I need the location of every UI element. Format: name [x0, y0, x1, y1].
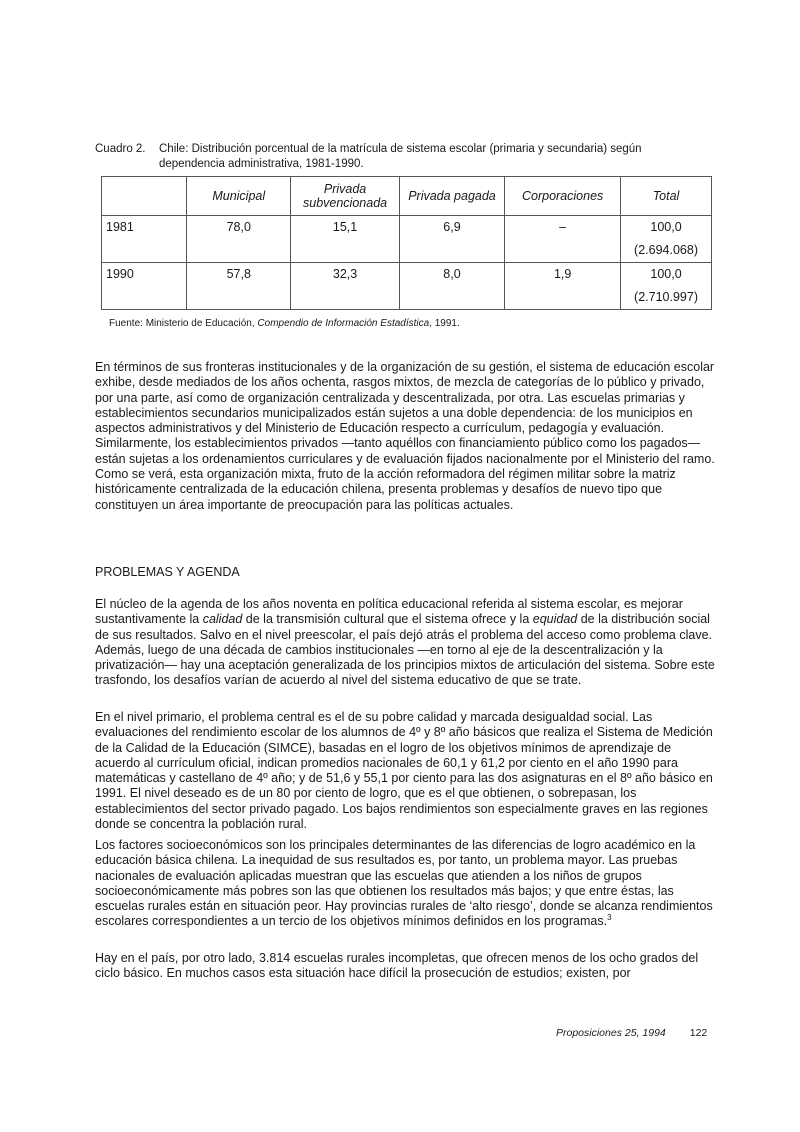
paragraph-socioeconomic-text: Los factores socioeconómicos son los principales determinantes de las diferencias de logro académico en la educación básica chilena. La inequidad de sus resultados es, por tanto, un problema mayor. Las pruebas nacionales de evaluación aplicadas muestran que las escuelas que atienden a los niños de grupos socioeconómicamente más pobres son las que obtienen los resultados más bajos; y que entre éstas, las escuelas rurales están en situación peor. Hay provincias rurales de ‘alto riesgo’, donde se alcanza rendimientos escolares correspondientes a un tercio de los objetivos mínimos definidos en los programas.: [95, 838, 713, 929]
table-cell: 78,0: [187, 216, 291, 263]
paragraph-agenda-a: El núcleo de la agenda de los años noventa en política educacional referida al sistema escolar, es mejorar sustantivamente la: [95, 597, 683, 627]
footer-journal: Proposiciones 25, 1994: [556, 1027, 666, 1039]
footnote-marker: 3: [607, 913, 612, 923]
emphasis-calidad: calidad: [202, 612, 243, 627]
page-footer: [556, 1027, 707, 1039]
source-prefix: Fuente: Ministerio de Educación,: [109, 318, 258, 329]
table-cell: 1,9: [505, 263, 621, 310]
enrollment-table: [101, 176, 712, 310]
paragraph-institutional: En términos de sus fronteras institucionales y de la organización de su gestión, el sistema de educación escolar exhibe, desde mediados de los años ochenta, rasgos mixtos, de mezcla de categorías de lo público y privado, por una parte, así como de organización centralizada y descentralizada, por otra. Las escuelas primarias y establecimientos secundarios municipalizados están sujetos a una doble dependencia: de los municipios en aspectos administrativos y del Ministerio de Educación respecto a currículum, pedagogía y evaluación. Similarmente, los establecimientos privados —tanto aquéllos con financiamiento público como los pagados— están sujetas a los ordenamientos curriculares y de evaluación fijados nacionalmente por el Ministerio del ramo. Como se verá, esta organización mixta, fruto de la acción reformadora del régimen militar sobre la matriz históricamente centralizada de la educación chilena, presenta problemas y desafíos de nuevo tipo que constituyen un área importante de preocupación para las políticas actuales.: [95, 360, 715, 512]
total-percent: 100,0: [650, 220, 682, 234]
table-cell: 8,0: [399, 263, 505, 310]
table-cell: –: [505, 216, 621, 263]
paragraph-socioeconomic: [95, 838, 715, 930]
table-cell-total: [621, 263, 712, 310]
table-cell: 57,8: [187, 263, 291, 310]
paragraph-agenda: [95, 597, 715, 689]
paragraph-agenda-b: de la transmisión cultural que el sistema ofrece y la: [242, 612, 533, 627]
table-cell: 6,9: [399, 216, 505, 263]
table-cell: 32,3: [291, 263, 399, 310]
table-cell-total: [621, 216, 712, 263]
table-cell-year: 1981: [102, 216, 187, 263]
paragraph-agenda-c: de la distribución social de sus resultados. Salvo en el nivel preescolar, el país dejó atrás el problema del acceso como problema clave. Además, luego de una década de cambios institucionales —en torno al eje de la descentralización y la privatización— hay una aceptación generalizada de los principios mixtos de articulación del sistema. Sobre este trasfondo, los desafíos varían de acuerdo al nivel del sistema educativo de que se trate.: [95, 612, 715, 688]
table-caption-text: Chile: Distribución porcentual de la matrícula de sistema escolar (primaria y secundaria) según dependencia administrativa, 1981-1990.: [159, 143, 642, 170]
source-title: Compendio de Información Estadística: [257, 318, 430, 329]
table-cell-year: 1990: [102, 263, 187, 310]
table-header-cell: Total: [621, 177, 712, 216]
total-percent: 100,0: [650, 267, 682, 281]
table-caption: [95, 142, 695, 172]
table-header-cell: Privada pagada: [399, 177, 505, 216]
table-row: [102, 263, 712, 310]
table-source: [109, 318, 460, 329]
table-row: [102, 216, 712, 263]
table-header-cell: Municipal: [187, 177, 291, 216]
paragraph-rural-schools: Hay en el país, por otro lado, 3.814 escuelas rurales incompletas, que ofrecen menos de los ocho grados del ciclo básico. En muchos casos esta situación hace difícil la prosecución de estudios; existen, por: [95, 951, 699, 981]
total-count: (2.694.068): [634, 243, 698, 257]
page-number: 122: [689, 1027, 708, 1039]
source-suffix: , 1991.: [429, 318, 460, 329]
total-count: (2.710.997): [634, 290, 698, 304]
table-cell: 15,1: [291, 216, 399, 263]
table-header-row: [102, 177, 712, 216]
table-caption-label: Cuadro 2.: [95, 143, 146, 155]
paragraph-primary-level: En el nivel primario, el problema central es el de su pobre calidad y marcada desigualdad social. Las evaluaciones del rendimiento escolar de los alumnos de 4º y 8º año básicos que realiza el Sistema de Medición de la Calidad de la Educación (SIMCE), basadas en el logro de los objetivos mínimos de aprendizaje de acuerdo al currículum oficial, indican promedios nacionales de 60,1 y 61,2 por ciento en el año 1990 para matemáticas y castellano de 4º año; y de 51,6 y 55,1 por ciento para las dos asignaturas en el 8º año básico en 1991. El nivel deseado es de un 80 por ciento de logro, que es el que obtienen, o sobrepasan, los establecimientos del sector privado pagado. Los bajos rendimientos son especialmente graves en las regiones donde se concentra la población rural.: [95, 710, 713, 832]
table-header-cell: Privada subvencionada: [291, 177, 399, 216]
table-header-cell: [102, 177, 187, 216]
section-heading: PROBLEMAS Y AGENDA: [95, 565, 240, 579]
emphasis-equidad: equidad: [532, 612, 578, 627]
table-header-cell: Corporaciones: [505, 177, 621, 216]
